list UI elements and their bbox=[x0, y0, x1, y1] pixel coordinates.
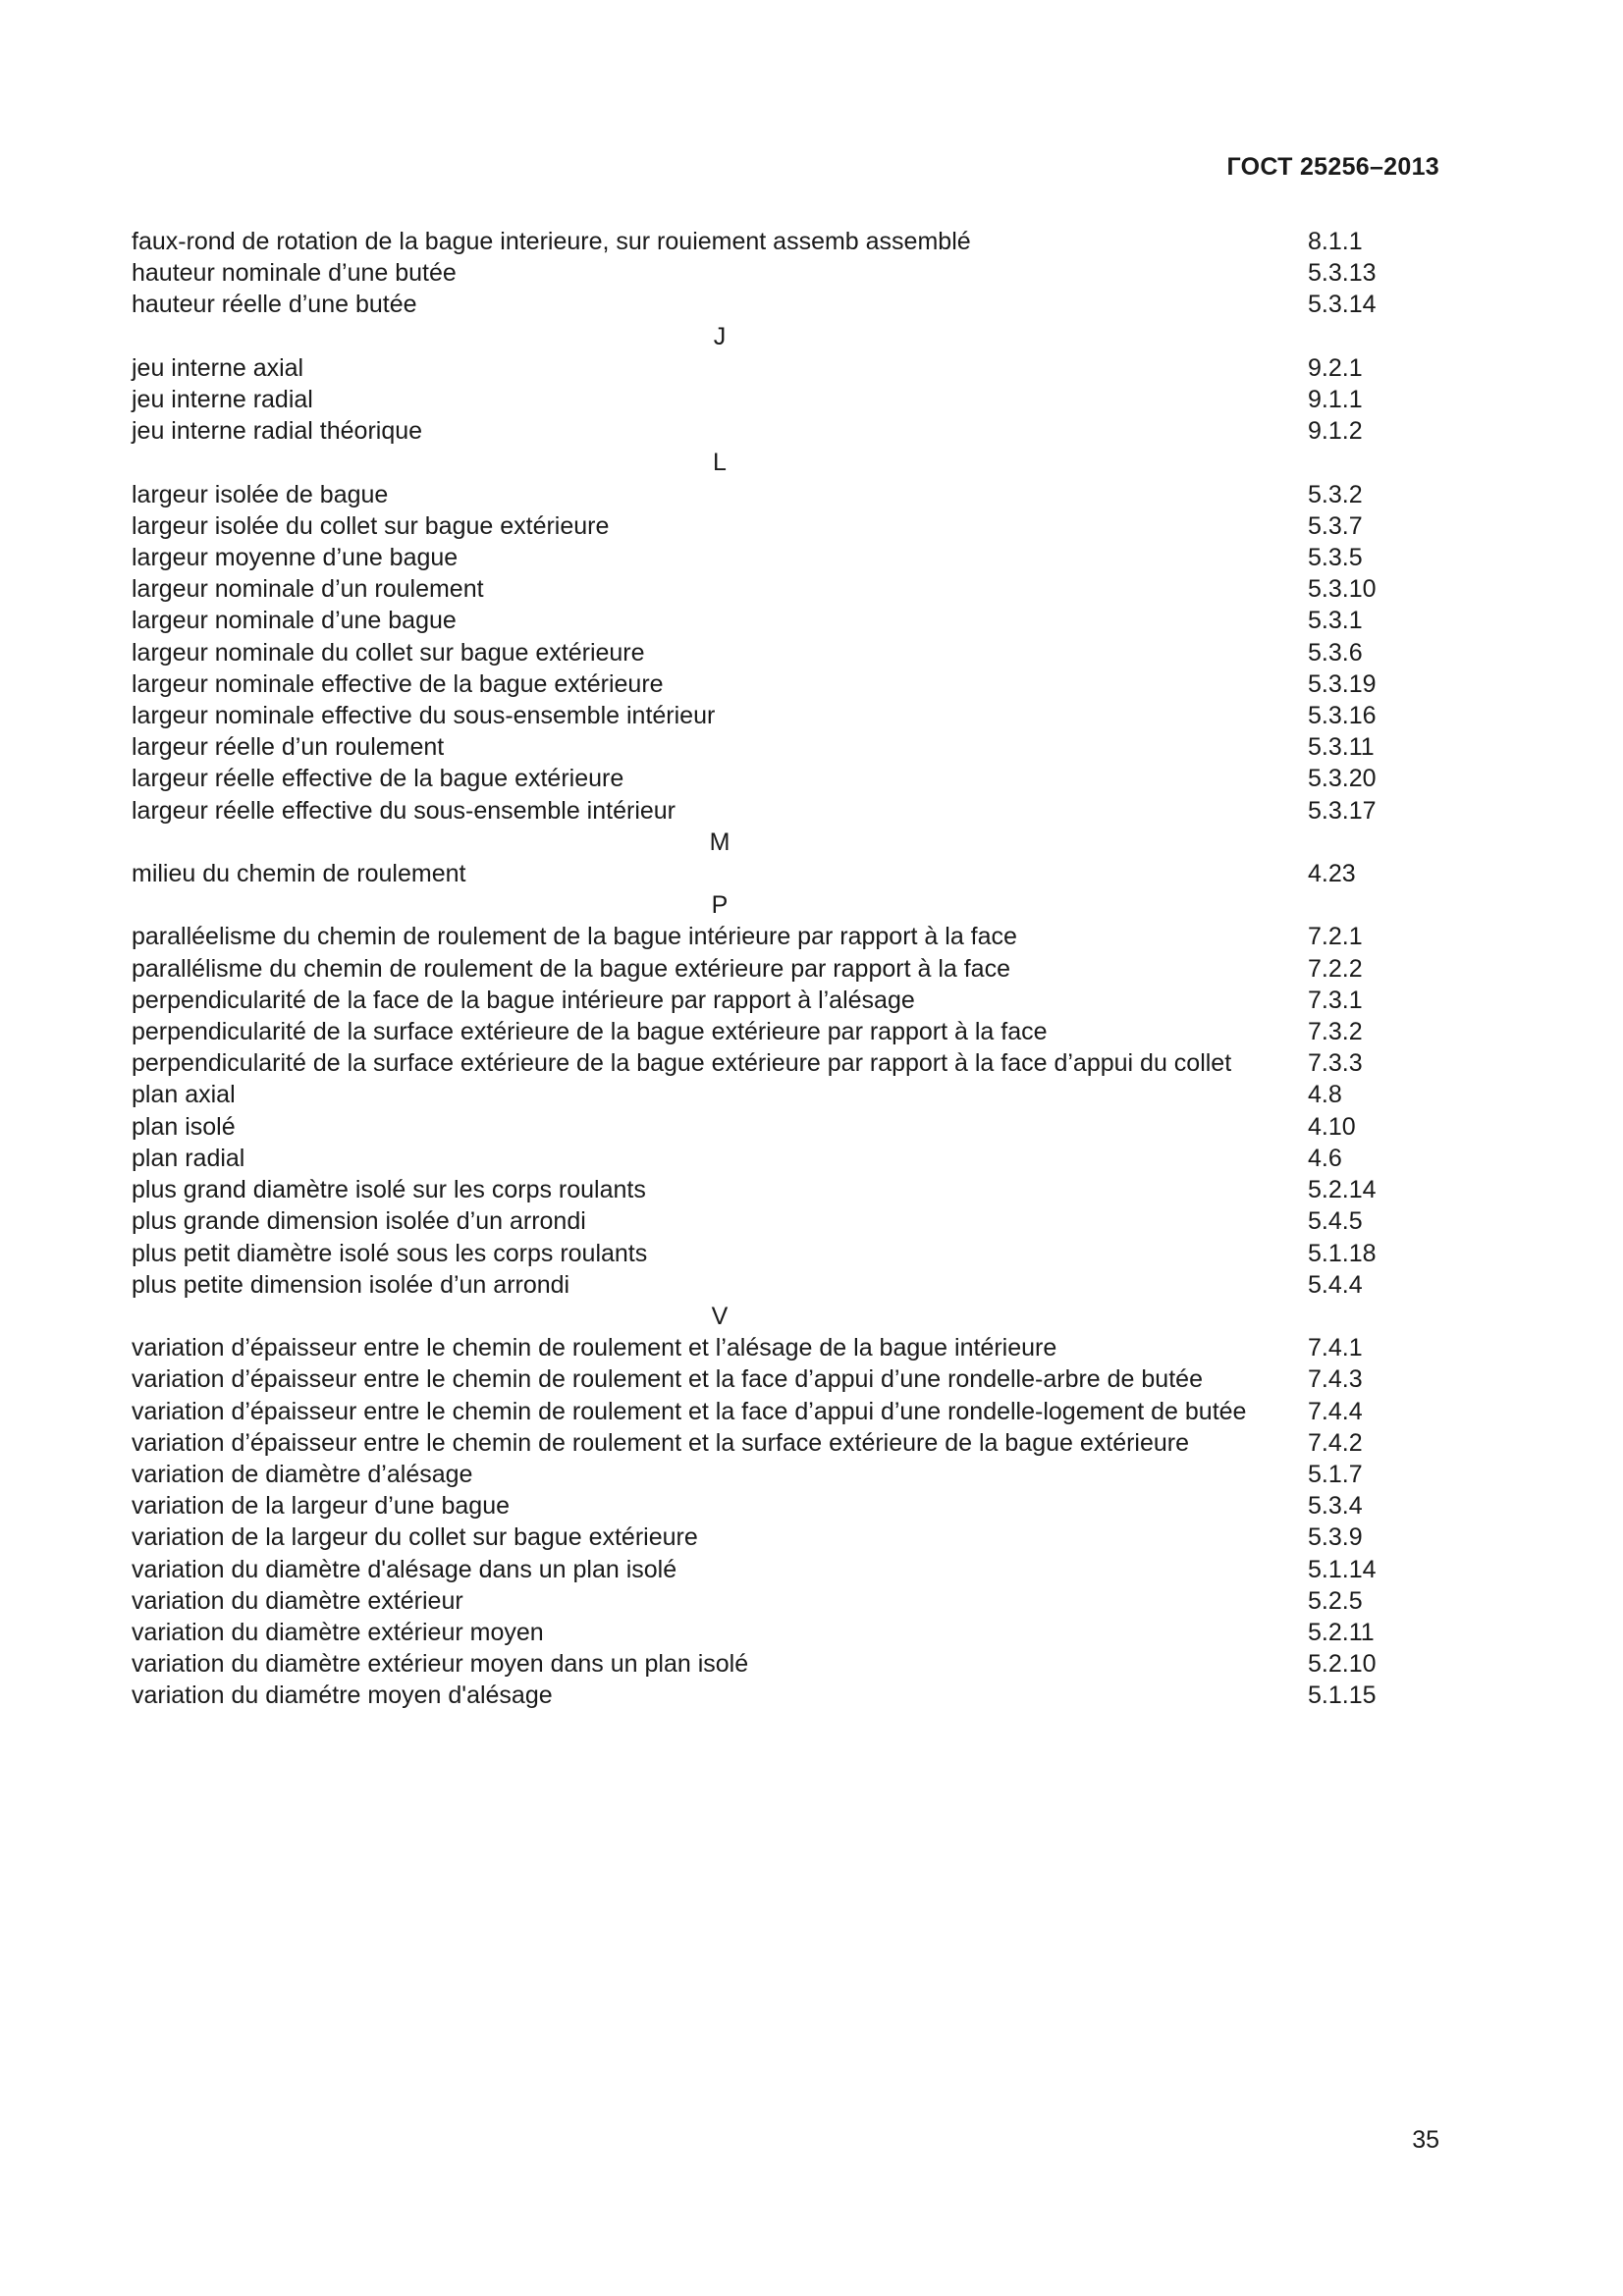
index-term: plus grande dimension isolée d’un arrondi bbox=[132, 1207, 586, 1236]
index-reference: 5.2.14 bbox=[1308, 1176, 1377, 1204]
index-term: largeur isolée du collet sur bague extérieure bbox=[132, 511, 610, 540]
index-term: variation d’épaisseur entre le chemin de roulement et l’alésage de la bague intérieure bbox=[132, 1334, 1057, 1362]
page-header-standard: ГОСТ 25256–2013 bbox=[1226, 153, 1439, 181]
index-reference: 5.1.18 bbox=[1308, 1239, 1377, 1267]
index-term: hauteur réelle d’une butée bbox=[132, 291, 417, 319]
index-reference: 5.2.5 bbox=[1308, 1586, 1363, 1615]
index-reference: 5.3.17 bbox=[1308, 796, 1377, 825]
index-term: largeur nominale effective du sous-ensemble intérieur bbox=[132, 702, 716, 730]
index-entry bbox=[132, 1459, 1418, 1490]
index-entry bbox=[132, 858, 1418, 889]
index-term: plus petite dimension isolée d’un arrondi bbox=[132, 1270, 570, 1299]
index-term: parallélisme du chemin de roulement de la bague extérieure par rapport à la face bbox=[132, 954, 1010, 983]
index-reference: 5.3.6 bbox=[1308, 638, 1363, 667]
index-entry bbox=[132, 605, 1418, 636]
index-term: variation d’épaisseur entre le chemin de roulement et la face d’appui d’une rondelle-arbre de butée bbox=[132, 1365, 1203, 1394]
index-entry bbox=[132, 1363, 1418, 1395]
index-entry bbox=[132, 1396, 1418, 1427]
index-entry bbox=[132, 1522, 1418, 1553]
page-number: 35 bbox=[1412, 2126, 1439, 2154]
index-term: variation du diamètre extérieur moyen bbox=[132, 1618, 544, 1646]
index-term: perpendicularité de la surface extérieure de la bague extérieure par rapport à la face bbox=[132, 1018, 1048, 1046]
index-entry bbox=[132, 1585, 1418, 1617]
index-entry bbox=[132, 1269, 1418, 1301]
index-entry bbox=[132, 921, 1418, 952]
alphabetical-term-index bbox=[132, 226, 1418, 1712]
index-reference: 9.1.2 bbox=[1308, 417, 1363, 446]
index-entry bbox=[132, 763, 1418, 794]
index-entry bbox=[132, 1111, 1418, 1143]
index-reference: 4.6 bbox=[1308, 1144, 1342, 1172]
index-reference: 5.3.7 bbox=[1308, 511, 1363, 540]
index-reference: 9.1.1 bbox=[1308, 386, 1363, 414]
index-term: plan axial bbox=[132, 1081, 236, 1109]
index-entry bbox=[132, 1205, 1418, 1237]
index-letter: P bbox=[711, 891, 729, 920]
index-entry bbox=[132, 1490, 1418, 1522]
index-term: jeu interne radial bbox=[132, 386, 313, 414]
index-term: largeur nominale d’une bague bbox=[132, 607, 457, 635]
index-term: perpendicularité de la surface extérieure de la bague extérieure par rapport à la face d’appui du collet bbox=[132, 1049, 1232, 1078]
index-entry bbox=[132, 1047, 1418, 1079]
index-entry bbox=[132, 542, 1418, 573]
index-reference: 7.4.4 bbox=[1308, 1397, 1363, 1425]
index-reference: 8.1.1 bbox=[1308, 228, 1363, 255]
index-term: variation de la largeur d’une bague bbox=[132, 1492, 510, 1521]
index-letter: L bbox=[713, 449, 727, 477]
index-term: largeur nominale du collet sur bague extérieure bbox=[132, 638, 645, 667]
index-entry bbox=[132, 700, 1418, 731]
index-reference: 5.3.11 bbox=[1308, 733, 1375, 762]
index-reference: 7.2.2 bbox=[1308, 954, 1363, 983]
index-reference: 5.3.19 bbox=[1308, 669, 1377, 698]
index-term: milieu du chemin de roulement bbox=[132, 860, 466, 888]
index-letter-heading bbox=[132, 827, 1418, 858]
index-term: faux-rond de rotation de la bague interieure, sur rouiement assemb assemblé bbox=[132, 228, 971, 255]
index-entry bbox=[132, 1680, 1418, 1711]
index-term: jeu interne radial théorique bbox=[132, 417, 423, 446]
index-reference: 4.8 bbox=[1308, 1081, 1342, 1109]
index-reference: 4.23 bbox=[1308, 860, 1356, 888]
index-letter: J bbox=[713, 322, 727, 350]
index-reference: 9.2.1 bbox=[1308, 353, 1363, 382]
index-reference: 5.2.11 bbox=[1308, 1618, 1375, 1646]
index-term: largeur réelle effective de la bague extérieure bbox=[132, 765, 624, 793]
index-reference: 5.3.9 bbox=[1308, 1523, 1363, 1552]
index-reference: 5.4.5 bbox=[1308, 1207, 1363, 1236]
index-reference: 7.4.1 bbox=[1308, 1334, 1363, 1362]
index-entry bbox=[132, 1648, 1418, 1680]
index-term: plan radial bbox=[132, 1144, 245, 1172]
index-reference: 5.3.5 bbox=[1308, 544, 1363, 572]
index-entry bbox=[132, 1143, 1418, 1174]
index-reference: 5.3.1 bbox=[1308, 607, 1363, 635]
index-term: variation d’épaisseur entre le chemin de roulement et la face d’appui d’une rondelle-logement de butée bbox=[132, 1397, 1247, 1425]
index-reference: 7.4.3 bbox=[1308, 1365, 1363, 1394]
index-term: hauteur nominale d’une butée bbox=[132, 259, 457, 288]
index-entry bbox=[132, 637, 1418, 668]
index-entry bbox=[132, 384, 1418, 415]
index-entry bbox=[132, 479, 1418, 510]
index-reference: 5.3.14 bbox=[1308, 291, 1377, 319]
index-entry bbox=[132, 1238, 1418, 1269]
index-entry bbox=[132, 1332, 1418, 1363]
index-reference: 5.1.15 bbox=[1308, 1682, 1377, 1710]
index-term: variation du diamètre extérieur moyen dans un plan isolé bbox=[132, 1650, 749, 1679]
index-term: largeur réelle d’un roulement bbox=[132, 733, 445, 762]
index-entry bbox=[132, 415, 1418, 447]
index-entry bbox=[132, 953, 1418, 985]
index-entry bbox=[132, 1079, 1418, 1110]
index-entry bbox=[132, 510, 1418, 542]
index-reference: 7.3.2 bbox=[1308, 1018, 1363, 1046]
index-reference: 5.1.14 bbox=[1308, 1555, 1377, 1583]
index-term: paralléelisme du chemin de roulement de la bague intérieure par rapport à la face bbox=[132, 923, 1017, 951]
index-reference: 5.3.20 bbox=[1308, 765, 1377, 793]
index-term: jeu interne axial bbox=[132, 353, 304, 382]
index-reference: 7.4.2 bbox=[1308, 1428, 1363, 1457]
index-term: variation du diamétre moyen d'alésage bbox=[132, 1682, 553, 1710]
index-entry bbox=[132, 795, 1418, 827]
index-term: variation d’épaisseur entre le chemin de roulement et la surface extérieure de la bague extérieure bbox=[132, 1428, 1190, 1457]
index-reference: 5.3.16 bbox=[1308, 702, 1377, 730]
index-term: perpendicularité de la face de la bague intérieure par rapport à l’alésage bbox=[132, 986, 915, 1014]
index-entry bbox=[132, 1617, 1418, 1648]
index-letter: V bbox=[711, 1302, 729, 1330]
index-reference: 5.3.4 bbox=[1308, 1492, 1363, 1521]
index-reference: 4.10 bbox=[1308, 1112, 1356, 1141]
index-term: variation du diamètre extérieur bbox=[132, 1586, 463, 1615]
index-letter-heading bbox=[132, 889, 1418, 921]
index-reference: 5.3.10 bbox=[1308, 575, 1377, 604]
index-entry bbox=[132, 1554, 1418, 1585]
index-term: plan isolé bbox=[132, 1112, 236, 1141]
index-entry bbox=[132, 1016, 1418, 1047]
index-term: largeur nominale d’un roulement bbox=[132, 575, 484, 604]
index-entry bbox=[132, 1174, 1418, 1205]
index-entry bbox=[132, 731, 1418, 763]
index-letter-heading bbox=[132, 447, 1418, 478]
index-entry bbox=[132, 352, 1418, 384]
index-letter-heading bbox=[132, 321, 1418, 352]
index-reference: 7.3.3 bbox=[1308, 1049, 1363, 1078]
index-reference: 5.3.13 bbox=[1308, 259, 1377, 288]
index-term: largeur moyenne d’une bague bbox=[132, 544, 459, 572]
index-reference: 5.4.4 bbox=[1308, 1270, 1363, 1299]
index-term: variation de diamètre d’alésage bbox=[132, 1460, 473, 1488]
index-entry bbox=[132, 226, 1418, 257]
index-entry bbox=[132, 257, 1418, 289]
index-reference: 7.2.1 bbox=[1308, 923, 1363, 951]
index-reference: 7.3.1 bbox=[1308, 986, 1363, 1014]
index-term: largeur réelle effective du sous-ensemble intérieur bbox=[132, 796, 676, 825]
index-reference: 5.2.10 bbox=[1308, 1650, 1377, 1679]
index-reference: 5.3.2 bbox=[1308, 480, 1363, 508]
index-entry bbox=[132, 668, 1418, 700]
index-term: variation de la largeur du collet sur bague extérieure bbox=[132, 1523, 698, 1552]
index-letter-heading bbox=[132, 1301, 1418, 1332]
index-entry bbox=[132, 573, 1418, 605]
index-term: plus grand diamètre isolé sur les corps roulants bbox=[132, 1176, 646, 1204]
index-letter: M bbox=[709, 828, 730, 856]
index-reference: 5.1.7 bbox=[1308, 1460, 1363, 1488]
index-entry bbox=[132, 289, 1418, 320]
index-term: variation du diamètre d'alésage dans un plan isolé bbox=[132, 1555, 677, 1583]
index-entry bbox=[132, 1427, 1418, 1459]
index-term: largeur isolée de bague bbox=[132, 480, 389, 508]
index-term: largeur nominale effective de la bague extérieure bbox=[132, 669, 664, 698]
index-entry bbox=[132, 985, 1418, 1016]
index-term: plus petit diamètre isolé sous les corps roulants bbox=[132, 1239, 648, 1267]
